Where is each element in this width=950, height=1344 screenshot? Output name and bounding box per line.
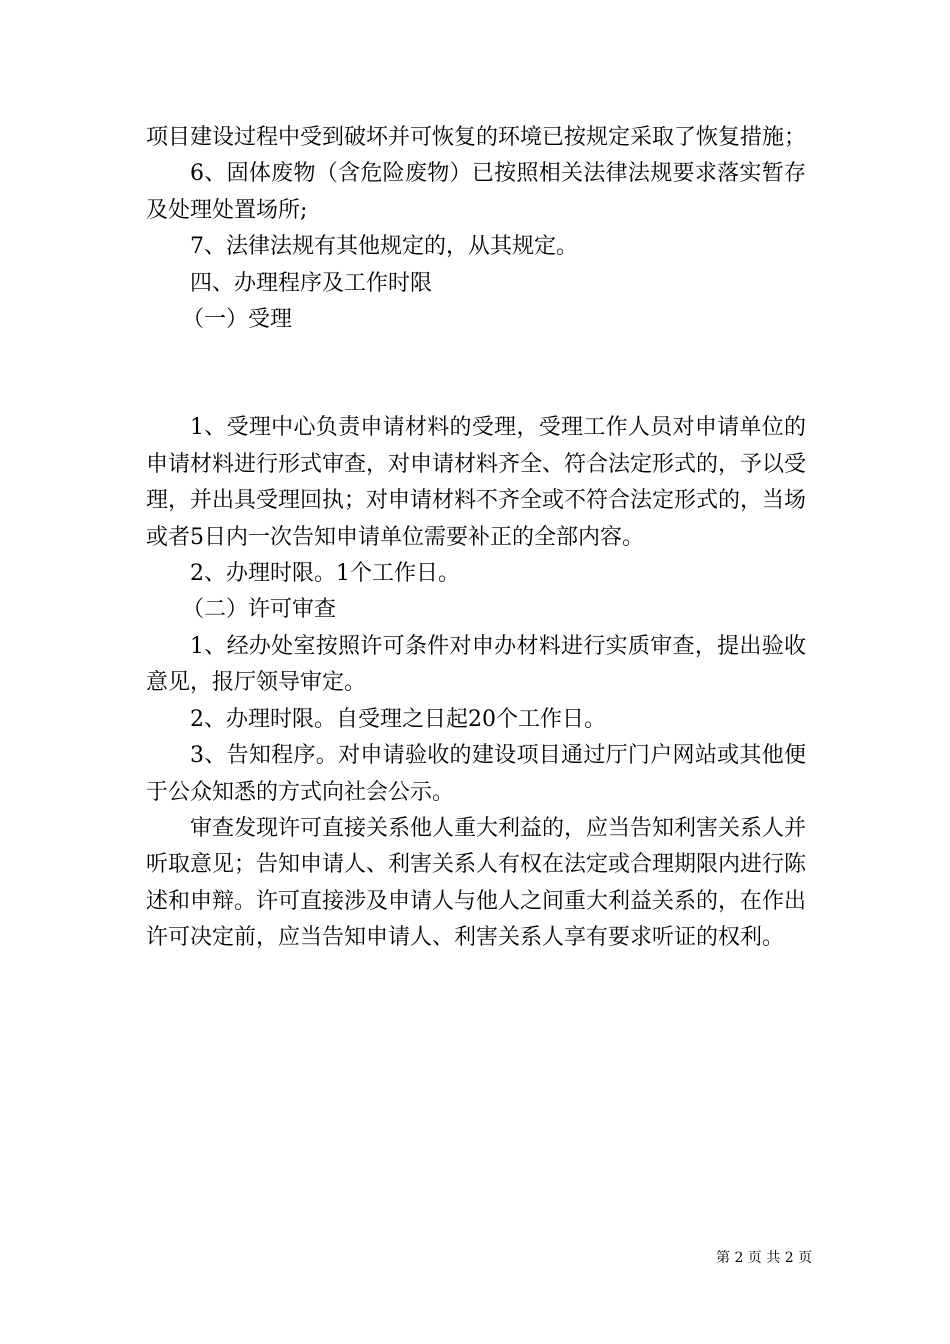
- blank-gap: [146, 338, 806, 410]
- page-number-footer: 第 2 页 共 2 页: [716, 1250, 813, 1266]
- paragraph-acceptance-1: 1、受理中心负责申请材料的受理，受理工作人员对申请单位的申请材料进行形式审查，对申请材料齐全、符合法定形式的，予以受理，并出具受理回执；对申请材料不齐全或不符合法定形式的，当场或者5日内一次告知申请单位需要补正的全部内容。: [146, 415, 807, 550]
- paragraph-review-3: 3、告知程序。对申请验收的建设项目通过厅门户网站或其他便于公众知悉的方式向社会公示。: [146, 743, 806, 805]
- section-heading-procedure: 四、办理程序及工作时限: [190, 270, 433, 296]
- subsection-heading-review: （二）许可审查: [182, 597, 337, 623]
- subsection-heading-acceptance: （一）受理: [182, 307, 293, 333]
- paragraph-continuation: 项目建设过程中受到破坏并可恢复的环境已按规定采取了恢复措施；: [146, 125, 807, 150]
- paragraph-acceptance-2: 2、办理时限。1个工作日。: [190, 561, 460, 587]
- document-body: [146, 120, 806, 957]
- paragraph-review-2: 2、办理时限。自受理之日起20个工作日。: [190, 706, 606, 732]
- paragraph-item-7: 7、法律法规有其他规定的，从其规定。: [190, 234, 578, 260]
- paragraph-review-1: 1、经办处室按照许可条件对申办材料进行实质审查，提出验收意见，报厅领导审定。: [146, 633, 806, 696]
- paragraph-review-notice: 审查发现许可直接关系他人重大利益的，应当告知利害关系人并听取意见；告知申请人、利害关系人有权在法定或合理期限内进行陈述和申辩。许可直接涉及申请人与他人之间重大利益关系的，在作出许可决定前，应当告知申请人、利害关系人享有要求听证的权利。: [146, 815, 807, 951]
- paragraph-item-6: 6、固体废物（含危险废物）已按照相关法律法规要求落实暂存及处理处置场所;: [146, 161, 806, 223]
